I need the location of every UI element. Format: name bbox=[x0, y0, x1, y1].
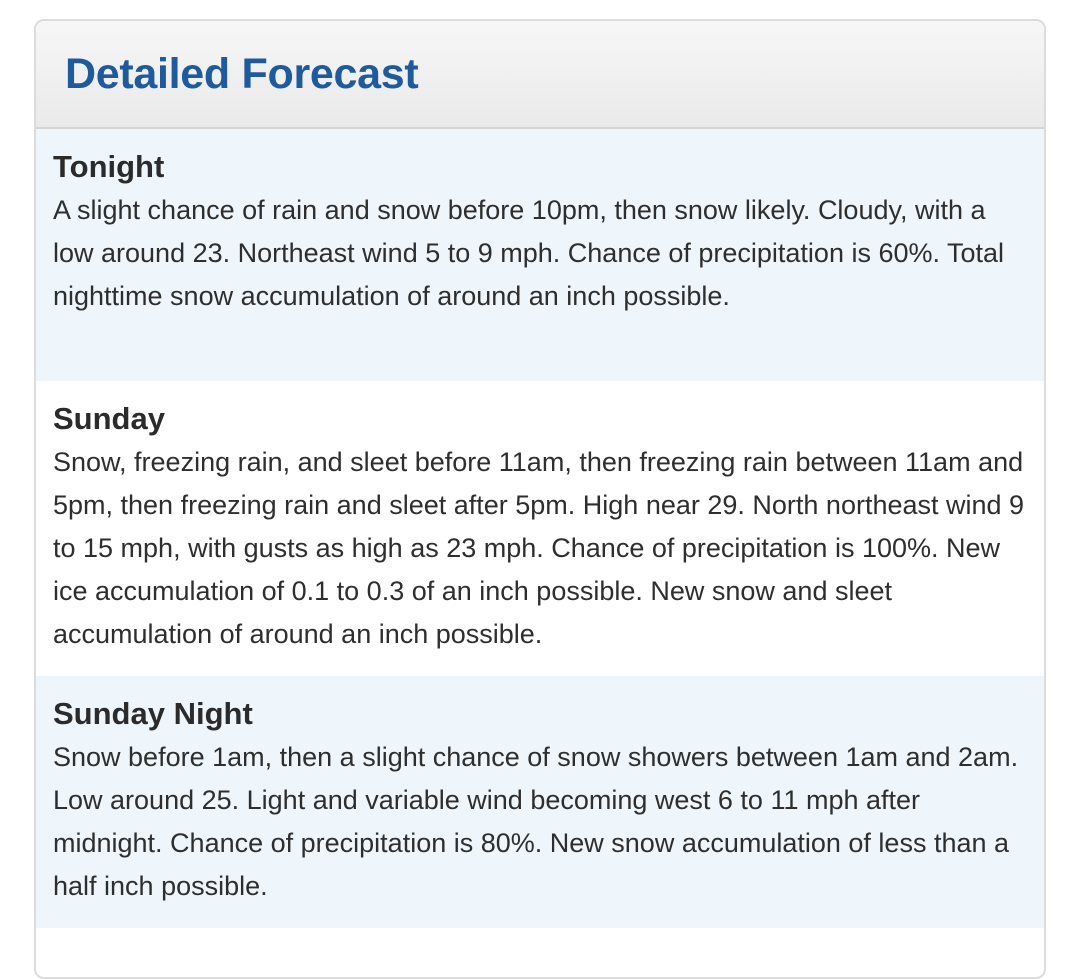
forecast-period-text: A slight chance of rain and snow before 10pm, then snow likely. Cloudy, with a low around 23. Northeast wind 5 to 9 mph. Chance of precipitation is 60%. Total nighttime snow accumulation of around an inch possible. bbox=[53, 195, 1005, 312]
forecast-row-tonight bbox=[36, 129, 1044, 381]
forecast-period-text: Snow, freezing rain, and sleet before 11am, then freezing rain between 11am and 5pm, then freezing rain and sleet after 5pm. High near 29. North northeast wind 9 to 15 mph, with gusts as high as 23 mph. Chance of precipitation is 100%. New ice accumulation of 0.1 to 0.3 of an inch possible. New snow and sleet accumulation of around an inch possible. bbox=[53, 447, 1025, 650]
forecast-row-sunday-night bbox=[36, 676, 1044, 928]
detailed-forecast-panel bbox=[34, 19, 1046, 979]
forecast-period-text: Snow before 1am, then a slight chance of snow showers between 1am and 2am. Low around 25. Light and variable wind becoming west 6 to 11 mph after midnight. Chance of precipitation is 80%. New snow accumulation of less than a half inch possible. bbox=[53, 742, 1019, 902]
panel-header bbox=[36, 21, 1044, 129]
forecast-row-sunday bbox=[36, 381, 1044, 676]
forecast-period-label: Tonight bbox=[53, 149, 165, 184]
forecast-list bbox=[36, 129, 1044, 928]
panel-title: Detailed Forecast bbox=[65, 50, 419, 98]
forecast-period-label: Sunday bbox=[53, 401, 165, 436]
forecast-period-label: Sunday Night bbox=[53, 696, 253, 731]
